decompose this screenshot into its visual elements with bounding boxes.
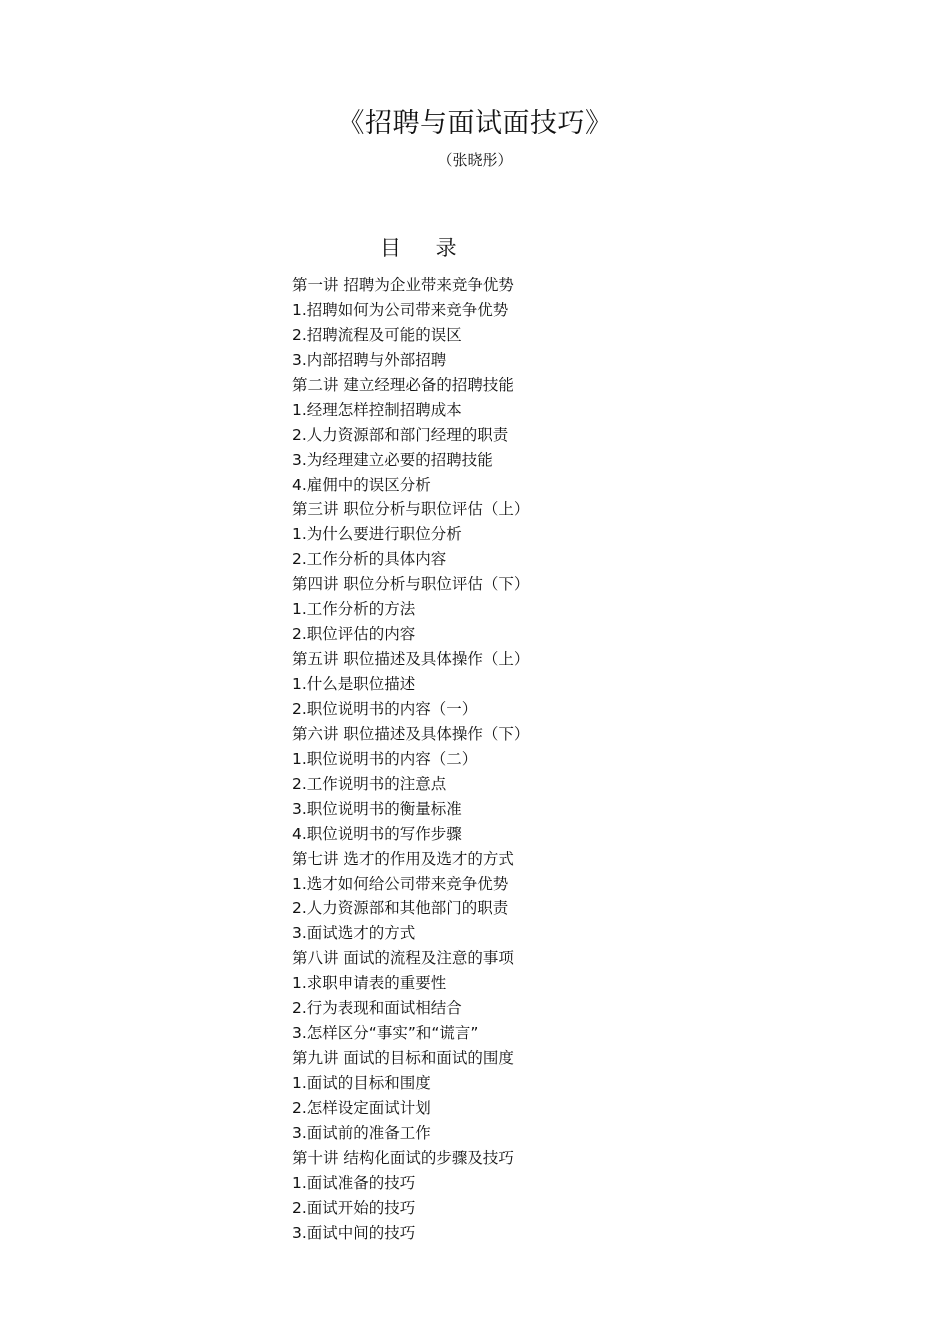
- toc-section: 4.职位说明书的写作步骤: [292, 824, 462, 843]
- toc-chapter: 第二讲 建立经理必备的招聘技能: [292, 375, 514, 394]
- toc-chapter: 第九讲 面试的目标和面试的围度: [292, 1049, 514, 1068]
- toc-section: 2.工作说明书的注意点: [292, 774, 447, 793]
- toc-section: 2.职位评估的内容: [292, 625, 416, 644]
- toc-section: 1.为什么要进行职位分析: [292, 525, 462, 544]
- toc-section: 3.面试前的准备工作: [292, 1123, 431, 1142]
- toc-section: 2.面试开始的技巧: [292, 1198, 416, 1217]
- toc-section: 4.雇佣中的误区分析: [292, 475, 431, 494]
- toc-section: 3.内部招聘与外部招聘: [292, 350, 447, 369]
- toc-section: 1.招聘如何为公司带来竞争优势: [292, 300, 509, 319]
- toc-section: 3.职位说明书的衡量标准: [292, 799, 462, 818]
- toc-section: 2.行为表现和面试相结合: [292, 999, 462, 1018]
- toc-chapter: 第八讲 面试的流程及注意的事项: [292, 949, 514, 968]
- toc-section: 2.人力资源部和其他部门的职责: [292, 899, 509, 918]
- toc-section: 1.工作分析的方法: [292, 600, 416, 619]
- toc-chapter: 第三讲 职位分析与职位评估（上）: [292, 500, 530, 519]
- document-title: 《招聘与面试面技巧》: [337, 108, 613, 139]
- toc-section: 2.怎样设定面试计划: [292, 1098, 431, 1117]
- toc-section: 2.工作分析的具体内容: [292, 550, 447, 569]
- toc-section: 3.面试中间的技巧: [292, 1223, 416, 1242]
- table-of-contents: [292, 273, 529, 1246]
- document-author: （张晓彤）: [437, 151, 513, 169]
- toc-section: 1.经理怎样控制招聘成本: [292, 400, 462, 419]
- toc-section: 1.职位说明书的内容（二）: [292, 749, 478, 768]
- toc-section: 3.为经理建立必要的招聘技能: [292, 450, 493, 469]
- toc-heading: 目 录: [380, 236, 471, 260]
- toc-chapter: 第十讲 结构化面试的步骤及技巧: [292, 1148, 514, 1167]
- toc-chapter: 第一讲 招聘为企业带来竞争优势: [292, 276, 514, 294]
- toc-chapter: 第六讲 职位描述及具体操作（下）: [292, 724, 530, 743]
- toc-section: 1.什么是职位描述: [292, 675, 416, 693]
- toc-section: 1.面试准备的技巧: [292, 1173, 416, 1192]
- toc-section: 1.求职申请表的重要性: [292, 974, 447, 993]
- toc-section: 3.怎样区分“事实”和“谎言”: [292, 1024, 479, 1043]
- toc-chapter: 第五讲 职位描述及具体操作（上）: [292, 650, 530, 669]
- toc-chapter: 第七讲 选才的作用及选才的方式: [292, 849, 514, 868]
- toc-section: 1.面试的目标和围度: [292, 1074, 431, 1092]
- toc-section: 1.选才如何给公司带来竞争优势: [292, 874, 509, 893]
- toc-section: 2.职位说明书的内容（一）: [292, 699, 478, 718]
- toc-section: 3.面试选才的方式: [292, 924, 416, 943]
- toc-section: 2.人力资源部和部门经理的职责: [292, 425, 509, 444]
- toc-chapter: 第四讲 职位分析与职位评估（下）: [292, 575, 530, 594]
- toc-section: 2.招聘流程及可能的误区: [292, 325, 462, 344]
